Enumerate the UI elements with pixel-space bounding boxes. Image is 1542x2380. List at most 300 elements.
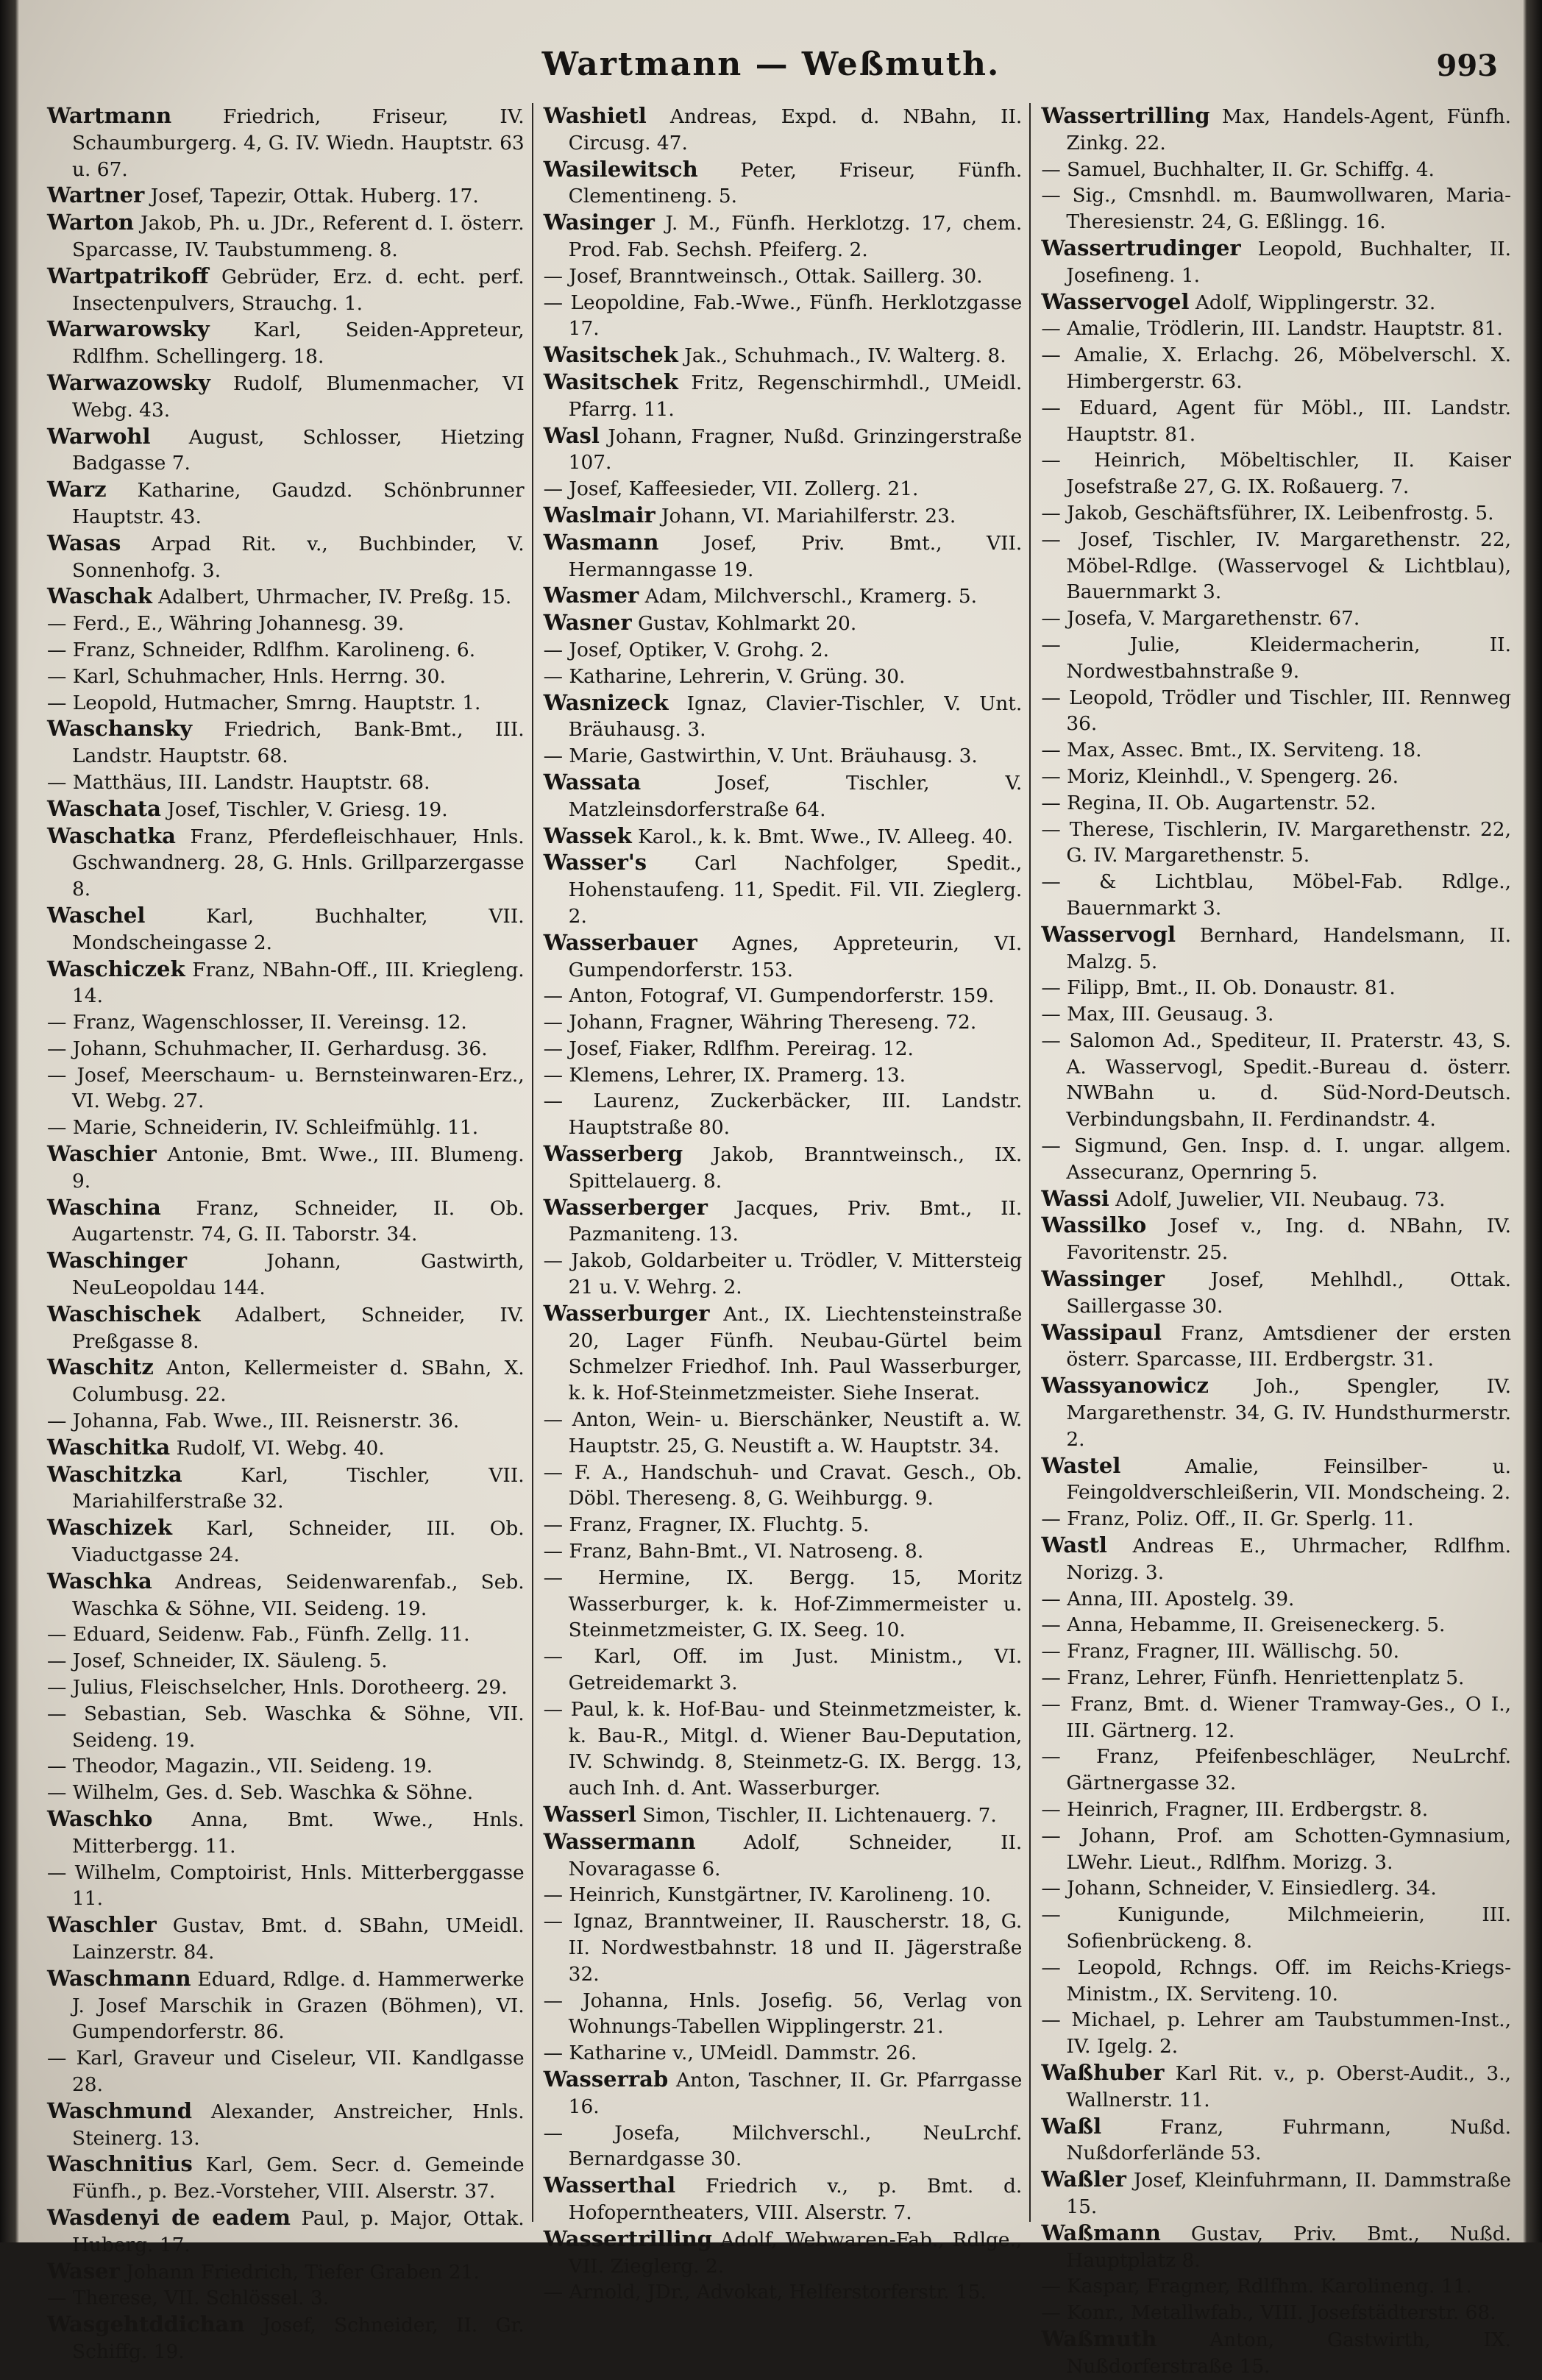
entry-surname: Waschitz <box>47 1354 154 1380</box>
entry-details: Adalbert, Schneider, IV. Preßgasse 8. <box>72 1303 525 1353</box>
directory-entry <box>1041 2114 1511 2167</box>
entry-details: — Heinrich, Möbeltischler, II. Kaiser Josefstraße 27, G. IX. Roßauerg. 7. <box>1041 449 1511 499</box>
directory-entry <box>1041 103 1511 157</box>
directory-subentry <box>544 1644 1023 1697</box>
directory-entry <box>544 502 1023 530</box>
entry-details: — Anna, III. Apostelg. 39. <box>1041 1587 1295 1610</box>
entry-details: Katharine, Gaudzd. Schönbrunner Hauptstr. 43. <box>72 479 525 528</box>
entry-details: Franz, Pferdefleischhauer, Hnls. Gschwandnerg. 28, G. Hnls. Grillparzergasse 8. <box>72 825 525 901</box>
entry-surname: Waschina <box>47 1194 161 1220</box>
directory-subentry <box>1041 1612 1511 1638</box>
entry-details: Andreas, Seidenwarenfab., Seb. Waschka & Söhne, VII. Seideng. 19. <box>72 1570 525 1620</box>
entry-details: — Therese, Tischlerin, IV. Margarethenstr. 22, G. IV. Margarethenstr. 5. <box>1041 817 1511 867</box>
directory-entry <box>47 1806 525 1860</box>
entry-details: — Wilhelm, Ges. d. Seb. Waschka & Söhne. <box>47 1781 474 1805</box>
entry-surname: Waschiczek <box>47 956 185 981</box>
entry-details: — Moriz, Kleinhdl., V. Spengerg. 26. <box>1041 764 1399 788</box>
entry-details: August, Schlosser, Hietzing Badgasse 7. <box>72 425 525 475</box>
directory-entry <box>1041 1373 1511 1452</box>
directory-entry <box>1041 1320 1511 1374</box>
directory-subentry <box>1041 869 1511 922</box>
entry-details: Max, Handels-Agent, Fünfh. Zinkg. 22. <box>1066 105 1511 154</box>
entry-details: Josef, Tapezir, Ottak. Huberg. 17. <box>144 185 479 208</box>
entry-details: — Josefa, Milchverschl., NeuLrchf. Bernardgasse 30. <box>543 2121 1023 2171</box>
entry-details: — Ignaz, Branntweiner, II. Rauscherstr. 18, G. II. Nordwestbahnstr. 18 und II. Jägerstraße 32. <box>543 1910 1023 1986</box>
directory-subentry <box>47 1009 525 1036</box>
entry-details: Jacques, Priv. Bmt., II. Pazmaniteng. 13. <box>568 1196 1023 1246</box>
directory-subentry <box>1041 1744 1511 1797</box>
directory-entry <box>47 1515 525 1569</box>
entry-surname: Wassi <box>1041 1185 1109 1211</box>
directory-subentry <box>544 290 1023 343</box>
directory-entry <box>544 157 1023 210</box>
entry-surname: Waslmair <box>543 502 655 527</box>
entry-details: — Franz, Fragner, III. Wällischg. 50. <box>1041 1640 1399 1663</box>
entry-details: — Josef, Branntweinsch., Ottak. Saillerg. 30. <box>543 264 983 288</box>
directory-subentry <box>47 1753 525 1780</box>
directory-subentry <box>47 1701 525 1754</box>
entry-details: — Kunigunde, Milchmeierin, III. Sofienbrückeng. 8. <box>1041 1903 1511 1953</box>
entry-details: Anton, Taschner, II. Gr. Pfarrgasse 16. <box>568 2068 1023 2118</box>
entry-details: — Josef, Schneider, IX. Säuleng. 5. <box>47 1649 388 1673</box>
entry-details: — Johann, Prof. am Schotten-Gymnasium, LWehr. Lieut., Rdlfhm. Morizg. 3. <box>1041 1824 1511 1874</box>
entry-details: Adalbert, Uhrmacher, IV. Preßg. 15. <box>152 586 512 609</box>
entry-surname: Waschizek <box>47 1515 172 1541</box>
entry-details: Anton, Kellermeister d. SBahn, X. Columbusg. 22. <box>72 1357 525 1407</box>
entry-surname: Wasner <box>543 610 632 636</box>
entry-details: — Franz, Pfeifenbeschläger, NeuLrchf. Gärtnergasse 32. <box>1041 1745 1511 1795</box>
directory-entry <box>47 2205 525 2259</box>
directory-entry <box>47 1435 525 1462</box>
entry-surname: Waschel <box>47 902 146 928</box>
entry-details: — F. A., Handschuh- und Cravat. Gesch., Ob. Döbl. Thereseng. 8, G. Weihburgg. 9. <box>543 1460 1023 1510</box>
entry-details: — Klemens, Lehrer, IX. Pramerg. 13. <box>543 1063 906 1087</box>
entry-details: — Wilhelm, Comptoirist, Hnls. Mitterberggasse 11. <box>47 1861 525 1911</box>
entry-details: — Johanna, Hnls. Josefig. 56, Verlag von Wohnungs-Tabellen Wipplingerstr. 21. <box>543 1989 1023 2039</box>
directory-entry <box>544 210 1023 263</box>
directory-subentry <box>1041 1133 1511 1186</box>
entry-surname: Wassipaul <box>1041 1319 1162 1345</box>
directory-entry <box>544 1141 1023 1195</box>
entry-surname: Waschitzka <box>47 1461 182 1487</box>
directory-subentry <box>47 2045 525 2098</box>
directory-entry <box>47 1195 525 1248</box>
entry-details: Josef, Priv. Bmt., VII. Hermanngasse 19. <box>568 531 1023 581</box>
directory-entry <box>47 1966 525 2045</box>
entry-details: — Eduard, Agent für Möbl., III. Landstr. Hauptstr. 81. <box>1041 396 1511 446</box>
directory-entry <box>1041 1532 1511 1586</box>
entry-surname: Waschak <box>47 583 152 609</box>
entry-details: Bernhard, Handelsmann, II. Malzg. 5. <box>1066 923 1511 973</box>
entry-surname: Waschischek <box>47 1301 201 1326</box>
directory-entry <box>1041 1186 1511 1213</box>
directory-entry <box>47 370 525 424</box>
directory-subentry <box>544 637 1023 664</box>
directory-subentry <box>47 690 525 717</box>
entry-surname: Wastl <box>1041 1532 1107 1558</box>
directory-subentry <box>1041 395 1511 448</box>
directory-subentry <box>47 1860 525 1913</box>
directory-entry <box>47 2312 525 2365</box>
directory-subentry <box>47 1648 525 1674</box>
directory-entry <box>544 610 1023 637</box>
directory-entry <box>47 210 525 263</box>
directory-subentry <box>1041 1506 1511 1532</box>
entry-details: — Josef, Kaffeesieder, VII. Zollerg. 21. <box>543 477 919 501</box>
entry-details: — Katharine v., UMeidl. Dammstr. 26. <box>543 2042 917 2065</box>
entry-details: Jakob, Branntweinsch., IX. Spittelauerg. 8. <box>568 1143 1023 1193</box>
entry-surname: Wassinger <box>1041 1266 1165 1292</box>
entry-details: Jakob, Ph. u. JDr., Referent d. I. österr. Sparcasse, IV. Taubstummeng. 8. <box>72 212 525 261</box>
entry-details: — Josefa, V. Margarethenstr. 67. <box>1041 607 1360 630</box>
directory-subentry <box>544 1248 1023 1301</box>
directory-entry <box>544 103 1023 157</box>
entry-surname: Wasl <box>543 422 600 448</box>
entry-details: — Marie, Schneiderin, IV. Schleifmühlg. 11. <box>47 1116 479 1140</box>
entry-surname: Wasserthal <box>543 2173 676 2198</box>
directory-subentry <box>1041 605 1511 632</box>
directory-subentry <box>544 1062 1023 1089</box>
entry-surname: Wasserl <box>543 1802 636 1827</box>
directory-subentry <box>1041 632 1511 685</box>
entry-details: Josef, Mehlhdl., Ottak. Saillergasse 30. <box>1066 1268 1511 1318</box>
entry-surname: Warwarowsky <box>47 316 210 342</box>
entry-details: Johann, Gastwirth, NeuLeopoldau 144. <box>72 1250 525 1300</box>
entry-surname: Wasitschek <box>543 342 678 368</box>
entry-details: Gustav, Bmt. d. SBahn, UMeidl. Lainzerstr. 84. <box>72 1914 525 1964</box>
directory-subentry <box>47 1408 525 1435</box>
entry-surname: Wasas <box>47 530 121 555</box>
directory-entry <box>47 1912 525 1966</box>
directory-entry <box>1041 2326 1511 2380</box>
entry-surname: Waßmann <box>1041 2220 1161 2245</box>
entry-surname: Wasser's <box>543 850 647 875</box>
directory-subentry <box>1041 764 1511 790</box>
entry-details: — Jakob, Goldarbeiter u. Trödler, V. Mittersteig 21 u. V. Wehrg. 2. <box>543 1249 1023 1299</box>
entry-details: — Ferd., E., Währing Johannesg. 39. <box>47 612 405 636</box>
entry-details: — Hermine, IX. Bergg. 15, Moritz Wasserburger, k. k. Hof-Zimmermeister u. Steinmetzmeister, G. IX. Seeg. 10. <box>543 1566 1023 1642</box>
entry-details: — Franz, Poliz. Off., II. Gr. Sperlg. 11. <box>1041 1507 1414 1531</box>
entry-details: — Franz, Bahn-Bmt., VI. Natroseng. 8. <box>543 1540 924 1563</box>
directory-entry <box>47 2098 525 2152</box>
directory-subentry <box>544 664 1023 690</box>
running-title: Wartmann — Weßmuth. <box>541 46 1001 83</box>
entry-details: — Sebastian, Seb. Waschka & Söhne, VII. Seideng. 19. <box>47 1702 525 1752</box>
directory-entry <box>544 530 1023 583</box>
entry-details: — Franz, Bmt. d. Wiener Tramway-Ges., O I., III. Gärtnerg. 12. <box>1041 1692 1511 1742</box>
entry-details: Josef v., Ing. d. NBahn, IV. Favoritenstr. 25. <box>1066 1215 1511 1265</box>
entry-surname: Wasserburger <box>543 1300 710 1326</box>
entry-details: — Josef, Tischler, IV. Margarethenstr. 22, Möbel-Rdlge. (Wasservogel & Lichtblau), Bauernmarkt 3. <box>1041 527 1511 604</box>
entry-details: — Max, III. Geusaug. 3. <box>1041 1003 1274 1026</box>
entry-surname: Wasmer <box>543 583 639 608</box>
directory-entry <box>47 263 525 317</box>
entry-details: — Marie, Gastwirthin, V. Unt. Bräuhausg. 3. <box>543 745 978 768</box>
directory-entry <box>544 1301 1023 1407</box>
directory-subentry <box>544 1908 1023 1987</box>
entry-surname: Wasmann <box>543 529 659 555</box>
directory-subentry <box>1041 157 1511 183</box>
directory-entry <box>544 1195 1023 1248</box>
entry-surname: Waßl <box>1041 2113 1102 2139</box>
entry-details: Anton, Gastwirth, IX. Nußdorferstraße 15. <box>1066 2328 1511 2378</box>
entry-surname: Waßhuber <box>1041 2059 1165 2085</box>
entry-details: — Paul, k. k. Hof-Bau- und Steinmetzmeister, k. k. Bau-R., Mitgl. d. Wiener Bau-Deputation, IV. Schwindg. 8, Steinmetz-G. IX. Bergg. 13, auch Inh. d. Ant. Wasserburger. <box>543 1697 1023 1800</box>
directory-subentry <box>47 770 525 796</box>
entry-surname: Wassertrudinger <box>1041 235 1241 260</box>
entry-details: Adolf, Schneider, II. Novaragasse 6. <box>568 1830 1023 1880</box>
entry-surname: Wasdenyi de eadem <box>47 2204 291 2230</box>
directory-subentry <box>1041 2007 1511 2060</box>
entry-details: — Leopold, Trödler und Tischler, III. Rennweg 36. <box>1041 686 1511 736</box>
entry-details: Josef, Tischler, V. Griesg. 19. <box>160 798 448 821</box>
entry-surname: Wasinger <box>543 210 655 235</box>
entry-details: — Kaspar, Fragner, Rdlfhm. Karolineng. 11. <box>1041 2275 1472 2298</box>
page-header <box>44 46 1498 97</box>
directory-entry <box>1041 922 1511 976</box>
directory-entry <box>544 823 1023 850</box>
columns <box>47 103 1511 2378</box>
directory-subentry <box>544 1882 1023 1908</box>
directory-entry <box>47 956 525 1010</box>
entry-details: Josef, Kleinfuhrmann, II. Dammstraße 15. <box>1066 2169 1511 2218</box>
page-number: 993 <box>1436 49 1498 83</box>
directory-subentry <box>1041 737 1511 764</box>
entry-details: — Johann, Fragner, Währing Thereseng. 72. <box>543 1011 977 1034</box>
entry-details: Paul, p. Major, Ottak. Huberg. 17. <box>72 2206 525 2256</box>
entry-details: Franz, Schneider, II. Ob. Augartenstr. 74, G. II. Taborstr. 34. <box>72 1196 525 1246</box>
entry-details: Alexander, Anstreicher, Hnls. Steinerg. 13. <box>72 2100 525 2150</box>
entry-details: Joh., Spengler, IV. Margarethenstr. 34, G. IV. Hundsthurmerstr. 2. <box>1066 1375 1511 1451</box>
directory-subentry <box>544 1088 1023 1141</box>
directory-entry <box>47 2151 525 2205</box>
entry-details: — Franz, Wagenschlosser, II. Vereinsg. 12. <box>47 1011 467 1034</box>
entry-details: Arpad Rit. v., Buchbinder, V. Sonnenhofg. 3. <box>72 532 525 582</box>
entry-details: Jak., Schuhmach., IV. Walterg. 8. <box>678 344 1006 368</box>
directory-subentry <box>544 743 1023 770</box>
entry-surname: Warz <box>47 477 107 502</box>
entry-surname: Waschata <box>47 795 161 821</box>
directory-entry <box>544 850 1023 929</box>
directory-subentry <box>544 1407 1023 1460</box>
entry-surname: Wasserberg <box>543 1141 683 1167</box>
directory-entry <box>47 530 525 584</box>
entry-details: — Heinrich, Fragner, III. Erdbergstr. 8. <box>1041 1798 1429 1821</box>
entry-surname: Wartmann <box>47 103 172 128</box>
directory-entry <box>1041 1453 1511 1507</box>
entry-details: Karl, Buchhalter, VII. Mondscheingasse 2. <box>72 904 525 954</box>
entry-details: — Johann, Schneider, V. Einsiedlerg. 34. <box>1041 1877 1437 1900</box>
entry-surname: Wasserbauer <box>543 929 697 955</box>
directory-subentry <box>1041 1028 1511 1133</box>
entry-details: — Josef, Meerschaum- u. Bernsteinwaren-Erz., VI. Webg. 27. <box>47 1063 525 1113</box>
directory-entry <box>47 182 525 210</box>
entry-surname: Waschier <box>47 1141 157 1167</box>
directory-entry <box>544 770 1023 823</box>
entry-details: Andreas, Expd. d. NBahn, II. Circusg. 47. <box>568 105 1023 154</box>
directory-subentry <box>47 1780 525 1806</box>
entry-details: — Arnold, JDr., Advokat, Helferstorferstr. 15. <box>543 2281 987 2304</box>
entry-surname: Wassyanowicz <box>1041 1373 1209 1399</box>
entry-details: Karol., k. k. Bmt. Wwe., IV. Alleeg. 40. <box>631 825 1013 848</box>
entry-details: Rudolf, Blumenmacher, VI Webg. 43. <box>72 372 525 422</box>
entry-surname: Waschinger <box>47 1248 188 1274</box>
directory-entry <box>47 2259 525 2286</box>
entry-details: Karl, Tischler, VII. Mariahilferstraße 32. <box>72 1463 525 1513</box>
directory-subentry <box>544 1565 1023 1644</box>
entry-details: Simon, Tischler, II. Lichtenauerg. 7. <box>636 1804 997 1827</box>
entry-details: J. M., Fünfh. Herklotzg. 17, chem. Prod. Fab. Sechsh. Pfeiferg. 2. <box>568 212 1023 261</box>
directory-subentry <box>1041 817 1511 870</box>
directory-subentry <box>47 664 525 690</box>
directory-entry <box>544 2173 1023 2226</box>
entry-surname: Waschmann <box>47 1965 191 1991</box>
directory-subentry <box>544 1036 1023 1062</box>
directory-subentry <box>1041 2300 1511 2326</box>
directory-subentry <box>544 476 1023 502</box>
column-1 <box>47 103 532 2363</box>
entry-details: — Regina, II. Ob. Augartenstr. 52. <box>1041 791 1376 814</box>
entry-details: — Therese, VII. Schlössel. 3. <box>47 2287 330 2310</box>
entry-details: — Amalie, Trödlerin, III. Landstr. Hauptstr. 81. <box>1041 317 1503 341</box>
entry-details: Eduard, Rdlge. d. Hammerwerke J. Josef Marschik in Grazen (Böhmen), VI. Gumpendorferstr. 86. <box>72 1967 525 2044</box>
entry-surname: Wasserberger <box>543 1194 708 1220</box>
directory-subentry <box>47 611 525 637</box>
entry-surname: Wasserrab <box>543 2066 669 2092</box>
entry-details: Peter, Friseur, Fünfh. Clementineng. 5. <box>568 158 1023 208</box>
directory-entry <box>1041 2060 1511 2114</box>
entry-details: — Franz, Lehrer, Fünfh. Henriettenplatz 5. <box>1041 1666 1465 1690</box>
entry-details: Adolf, Wipplingerstr. 32. <box>1189 291 1436 314</box>
entry-details: Adolf, Juwelier, VII. Neubaug. 73. <box>1109 1187 1446 1211</box>
directory-entry <box>47 316 525 370</box>
entry-surname: Wastel <box>1041 1452 1121 1478</box>
entry-details: — Johann, Schuhmacher, II. Gerhardusg. 36. <box>47 1037 488 1060</box>
directory-subentry <box>544 2120 1023 2173</box>
entry-surname: Wassertrilling <box>543 2226 712 2251</box>
directory-subentry <box>1041 1691 1511 1744</box>
directory-subentry <box>47 1674 525 1701</box>
entry-surname: Wasnizeck <box>543 689 669 715</box>
directory-entry <box>47 1248 525 1301</box>
entry-details: — Theodor, Magazin., VII. Seideng. 19. <box>47 1755 433 1778</box>
directory-subentry <box>1041 1955 1511 2008</box>
directory-subentry <box>1041 316 1511 342</box>
entry-surname: Wasilewitsch <box>543 156 698 182</box>
entry-details: — Sig., Cmsnhdl. m. Baumwollwaren, Maria-Theresienstr. 24, G. Eßlingg. 16. <box>1041 184 1511 234</box>
directory-subentry <box>544 1538 1023 1565</box>
directory-subentry <box>544 1697 1023 1802</box>
directory-subentry <box>544 983 1023 1009</box>
entry-surname: Wassertrilling <box>1041 103 1210 128</box>
entry-surname: Wartpatrikoff <box>47 263 209 288</box>
directory-subentry <box>1041 500 1511 527</box>
directory-entry <box>47 1141 525 1195</box>
entry-surname: Waschko <box>47 1806 153 1831</box>
directory-entry <box>47 477 525 530</box>
entry-details: — Julius, Fleischselcher, Hnls. Dorotheerg. 29. <box>47 1676 508 1699</box>
directory-subentry <box>1041 975 1511 1001</box>
entry-details: Johann, Fragner, Nußd. Grinzingerstraße 107. <box>568 425 1023 475</box>
entry-details: — Michael, p. Lehrer am Taubstummen-Inst., IV. Igelg. 2. <box>1041 2008 1511 2058</box>
entry-details: — Leopold, Rchngs. Off. im Reichs-Kriegs-Ministm., IX. Serviteng. 10. <box>1041 1955 1511 2006</box>
scan-edge-left <box>0 0 19 2242</box>
entry-details: — Karl, Off. im Just. Ministm., VI. Getreidemarkt 3. <box>543 1645 1023 1695</box>
entry-details: — Sigmund, Gen. Insp. d. I. ungar. allgem. Assecuranz, Opernring 5. <box>1041 1134 1511 1184</box>
directory-subentry <box>544 1512 1023 1538</box>
directory-subentry <box>47 2285 525 2312</box>
entry-details: Anna, Bmt. Wwe., Hnls. Mitterbergg. 11. <box>72 1808 525 1858</box>
directory-subentry <box>1041 2273 1511 2300</box>
directory-subentry <box>1041 342 1511 395</box>
entry-details: Leopold, Buchhalter, II. Josefineng. 1. <box>1066 237 1511 287</box>
entry-surname: Waschatka <box>47 823 176 848</box>
directory-entry <box>1041 2220 1511 2274</box>
directory-entry <box>47 1462 525 1516</box>
entry-surname: Waschka <box>47 1568 152 1594</box>
entry-details: Josef, Schneider, II. Gr. Schiffg. 19. <box>72 2314 525 2363</box>
directory-entry <box>544 690 1023 744</box>
entry-details: Adam, Milchverschl., Kramerg. 5. <box>639 585 978 608</box>
entry-details: Karl, Gem. Secr. d. Gemeinde Fünfh., p. Bez.-Vorsteher, VIII. Alserstr. 37. <box>72 2153 525 2203</box>
entry-surname: Warwazowsky <box>47 369 210 395</box>
directory-subentry <box>544 1988 1023 2041</box>
directory-entry <box>47 1569 525 1622</box>
entry-details: — Konr., Metallwfab., VIII. Josefstädterstr. 68. <box>1041 2301 1496 2325</box>
entry-surname: Warton <box>47 210 134 235</box>
entry-details: — Amalie, X. Erlachg. 26, Möbelverschl. X. Himbergerstr. 63. <box>1041 344 1511 393</box>
directory-entry <box>47 583 525 611</box>
directory-entry <box>544 1802 1023 1829</box>
entry-details: — Laurenz, Zuckerbäcker, III. Landstr. Hauptstraße 80. <box>543 1090 1023 1140</box>
entry-details: — Franz, Schneider, Rdlfhm. Karolineng. 6. <box>47 638 476 661</box>
directory-subentry <box>1041 685 1511 738</box>
directory-subentry <box>47 1062 525 1115</box>
entry-details: Karl, Seiden-Appreteur, Rdlfhm. Schellingerg. 18. <box>72 319 525 369</box>
entry-surname: Warwohl <box>47 423 151 449</box>
entry-details: Friedrich v., p. Bmt. d. Hofoperntheaters, VIII. Alserstr. 7. <box>568 2175 1023 2224</box>
entry-details: Ant., IX. Liechtensteinstraße 20, Lager Fünfh. Neubau-Gürtel beim Schmelzer Friedhof. Inh. Paul Wasserburger, k. k. Hof-Steinmetzmeister. Siehe Inserat. <box>568 1302 1023 1405</box>
entry-details: — Julie, Kleidermacherin, II. Nordwestbahnstraße 9. <box>1041 633 1511 683</box>
directory-subentry <box>1041 1586 1511 1613</box>
entry-surname: Wassilko <box>1041 1212 1147 1238</box>
entry-details: — Heinrich, Kunstgärtner, IV. Karolineng. 10. <box>543 1883 992 1907</box>
directory-subentry <box>1041 1902 1511 1955</box>
directory-entry <box>1041 1212 1511 1266</box>
directory-subentry <box>1041 1875 1511 1902</box>
directory-entry <box>1041 2167 1511 2220</box>
entry-surname: Wasservogl <box>1041 921 1176 947</box>
entry-surname: Wasgehtddichan <box>47 2312 245 2337</box>
entry-surname: Wassek <box>543 823 632 848</box>
directory-entry <box>1041 1266 1511 1320</box>
directory-subentry <box>1041 1665 1511 1691</box>
directory-entry <box>47 903 525 956</box>
directory-entry <box>544 930 1023 984</box>
directory-subentry <box>544 1460 1023 1513</box>
entry-surname: Wasservogel <box>1041 288 1190 314</box>
entry-surname: Waschansky <box>47 716 193 742</box>
column-2 <box>532 103 1030 2304</box>
directory-entry <box>544 2067 1023 2120</box>
entry-details: — Katharine, Lehrerin, V. Grüng. 30. <box>543 664 906 688</box>
directory-subentry <box>47 1115 525 1141</box>
entry-details: — Samuel, Buchhalter, II. Gr. Schiffg. 4. <box>1041 157 1435 181</box>
directory-entry <box>544 583 1023 610</box>
entry-details: Gebrüder, Erz. d. echt. perf. Insectenpulvers, Strauchg. 1. <box>72 265 525 315</box>
entry-surname: Waschler <box>47 1912 157 1938</box>
directory-subentry <box>1041 182 1511 235</box>
